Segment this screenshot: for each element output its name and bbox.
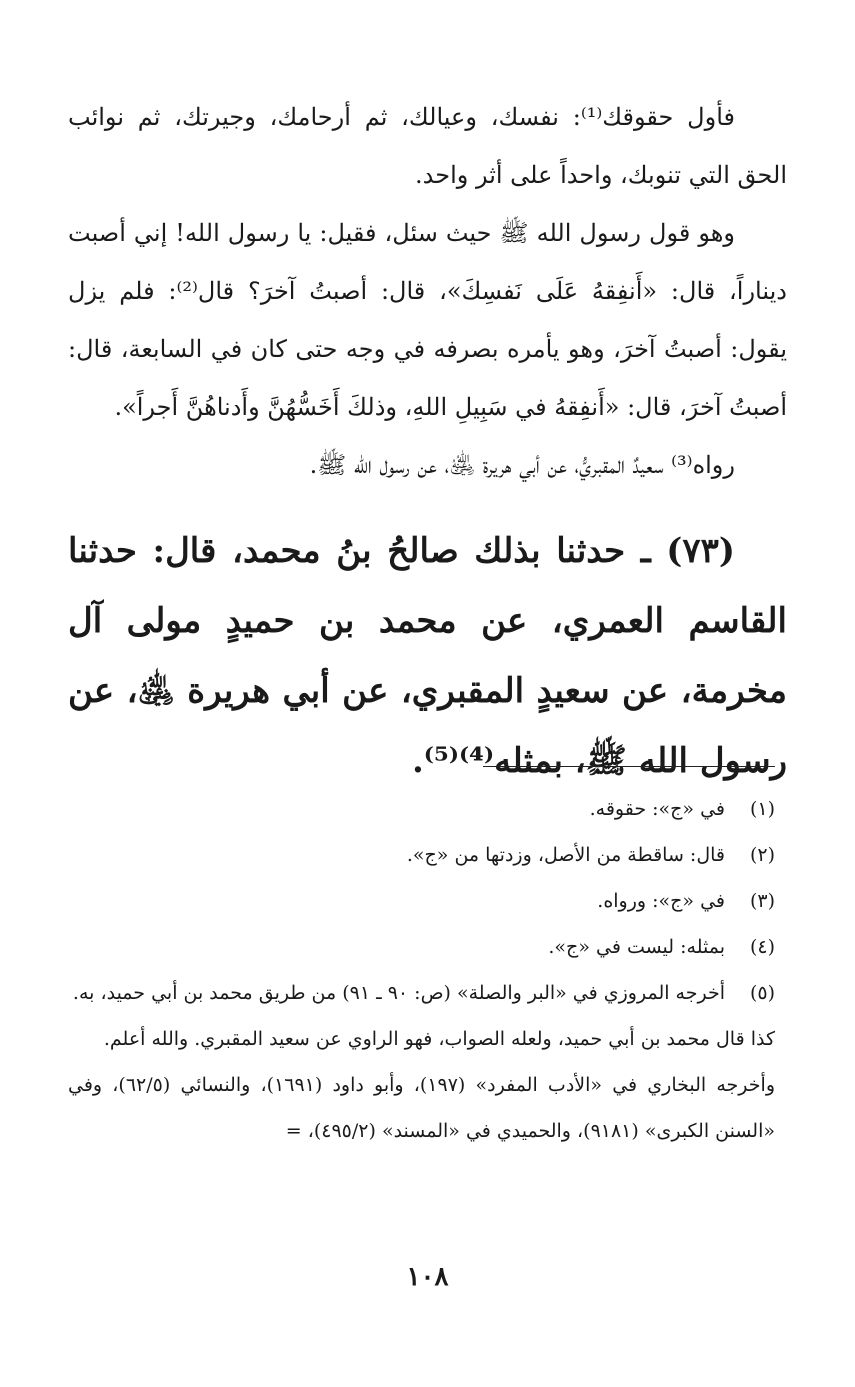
footnote-text: في «ج»: حقوقه.: [589, 798, 725, 820]
footnote-4: [68, 924, 775, 970]
footnote-1: [68, 786, 775, 832]
paragraph-3: رواه⁽³⁾ سعيدٌ المقبريُّ، عن أبي هريرة ﵁، عن رسول الله ﷺ.: [309, 451, 735, 479]
footnote-divider: [483, 766, 775, 767]
footnote-number: (١): [749, 798, 775, 820]
footnote-number: (٤): [749, 936, 775, 958]
paragraph-1: فأول حقوقك⁽¹⁾: نفسك، وعيالك، ثم أرحامك، وجيرتك، ثم نوائب الحق التي تنوبك، واحداً على أثر واحد.: [68, 103, 787, 189]
footnote-3: [68, 878, 775, 924]
hadith-73: (٧٣) ـ حدثنا بذلك صالحُ بنُ محمد، قال: حدثنا القاسم العمري، عن محمد بن حميدٍ مولى آل مخرمة، عن سعيدٍ المقبري، عن أبي هريرة ﵁، عن رسول الله ﷺ، بمثله⁽⁴⁾⁽⁵⁾.: [68, 531, 787, 781]
main-text: [68, 88, 787, 494]
footnote-text: في «ج»: ورواه.: [597, 890, 725, 912]
footnote-5-continuation-2: وأخرجه البخاري في «الأدب المفرد» (١٩٧)، وأبو داود (١٦٩١)، والنسائي (٦٢/٥)، وفي «السنن الكبرى» (٩١٨١)، والحميدي في «المسند» (٤٩٥/٢)، =: [68, 1074, 775, 1142]
footnote-text: بمثله: ليست في «ج».: [548, 936, 725, 958]
footnote-5: [68, 970, 775, 1016]
footnote-number: (٥): [749, 982, 775, 1004]
footnote-number: (٢): [749, 844, 775, 866]
footnote-text: قال: ساقطة من الأصل، وزدتها من «ج».: [406, 844, 725, 866]
footnote-number: (٣): [749, 890, 775, 912]
footnote-text: أخرجه المروزي في «البر والصلة» (ص: ٩٠ ـ ٩١) من طريق محمد بن أبي حميد، به.: [72, 982, 725, 1004]
footnote-5-continuation-1: كذا قال محمد بن أبي حميد، ولعله الصواب، فهو الراوي عن سعيد المقبري. والله أعلم.: [103, 1028, 775, 1050]
footnote-2: [68, 832, 775, 878]
paragraph-2: وهو قول رسول الله ﷺ حيث سئل، فقيل: يا رسول الله! إني أصبت ديناراً، قال: «أَنفِقهُ عَلَى نَفسِكَ»، قال: أصبتُ آخرَ؟ قال⁽²⁾: فلم يزل يقول: أصبتُ آخرَ، وهو يأمره بصرفه في وجه حتى كان في السابعة، قال: أصبتُ آخرَ، قال: «أَنفِقهُ في سَبِيلِ اللهِ، وذلكَ أَخَسُّهُنَّ وأَدناهُنَّ أَجراً».: [68, 219, 787, 421]
footnotes: [68, 786, 775, 1154]
page-number: ١٠٨: [406, 1262, 449, 1292]
